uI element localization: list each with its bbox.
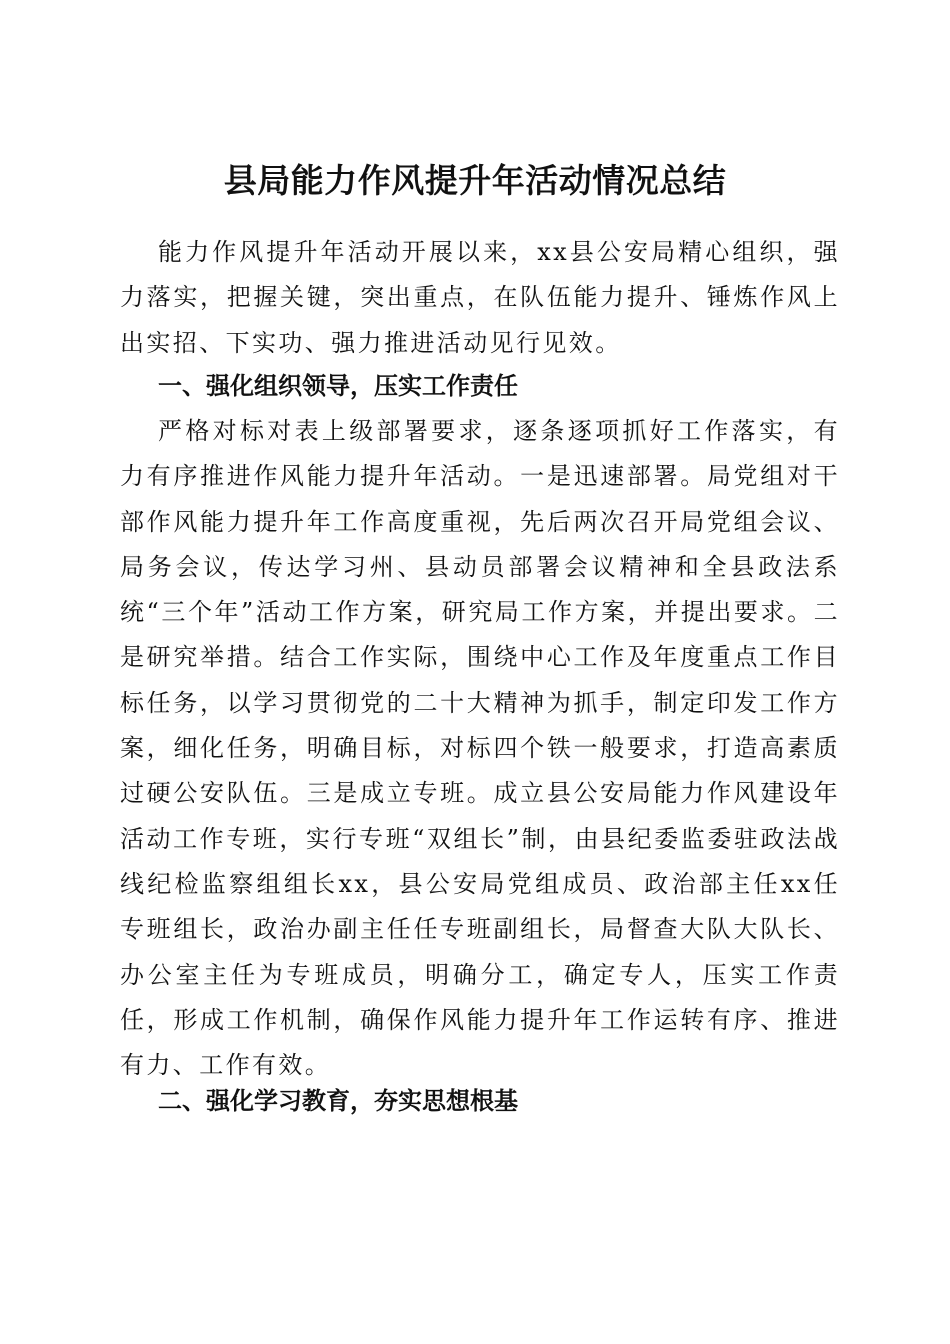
section-heading-1: 一、强化组织领导，压实工作责任	[158, 372, 518, 400]
section-1-paragraph: 严格对标对表上级部署要求，逐条逐项抓好工作落实，有力有序推进作风能力提升年活动。一是迅速部署。局党组对干部作风能力提升年工作高度重视，先后两次召开局党组会议、局务会议，传达学习州、县动员部署会议精神和全县政法系统“三个年”活动工作方案，研究局工作方案，并提出要求。二是研究举措。结合工作实际，围绕中心工作及年度重点工作目标任务，以学习贯彻党的二十大精神为抓手，制定印发工作方案，细化任务，明确目标，对标四个铁一般要求，打造高素质过硬公安队伍。三是成立专班。成立县公安局能力作风建设年活动工作专班，实行专班“双组长”制，由县纪委监委驻政法战线纪检监察组组长xx，县公安局党组成员、政治部主任xx任专班组长，政治办副主任任专班副组长，局督查大队大队长、办公室主任为专班成员，明确分工，确定专人，压实工作责任，形成工作机制，确保作风能力提升年工作运转有序、推进有力、工作有效。	[120, 417, 840, 1080]
document-title: 县局能力作风提升年活动情况总结	[223, 161, 727, 201]
intro-paragraph: 能力作风提升年活动开展以来，xx县公安局精心组织，强力落实，把握关键，突出重点，在队伍能力提升、锤炼作风上出实招、下实功、强力推进活动见行见效。	[120, 238, 840, 357]
section-heading-2: 二、强化学习教育，夯实思想根基	[158, 1087, 518, 1115]
